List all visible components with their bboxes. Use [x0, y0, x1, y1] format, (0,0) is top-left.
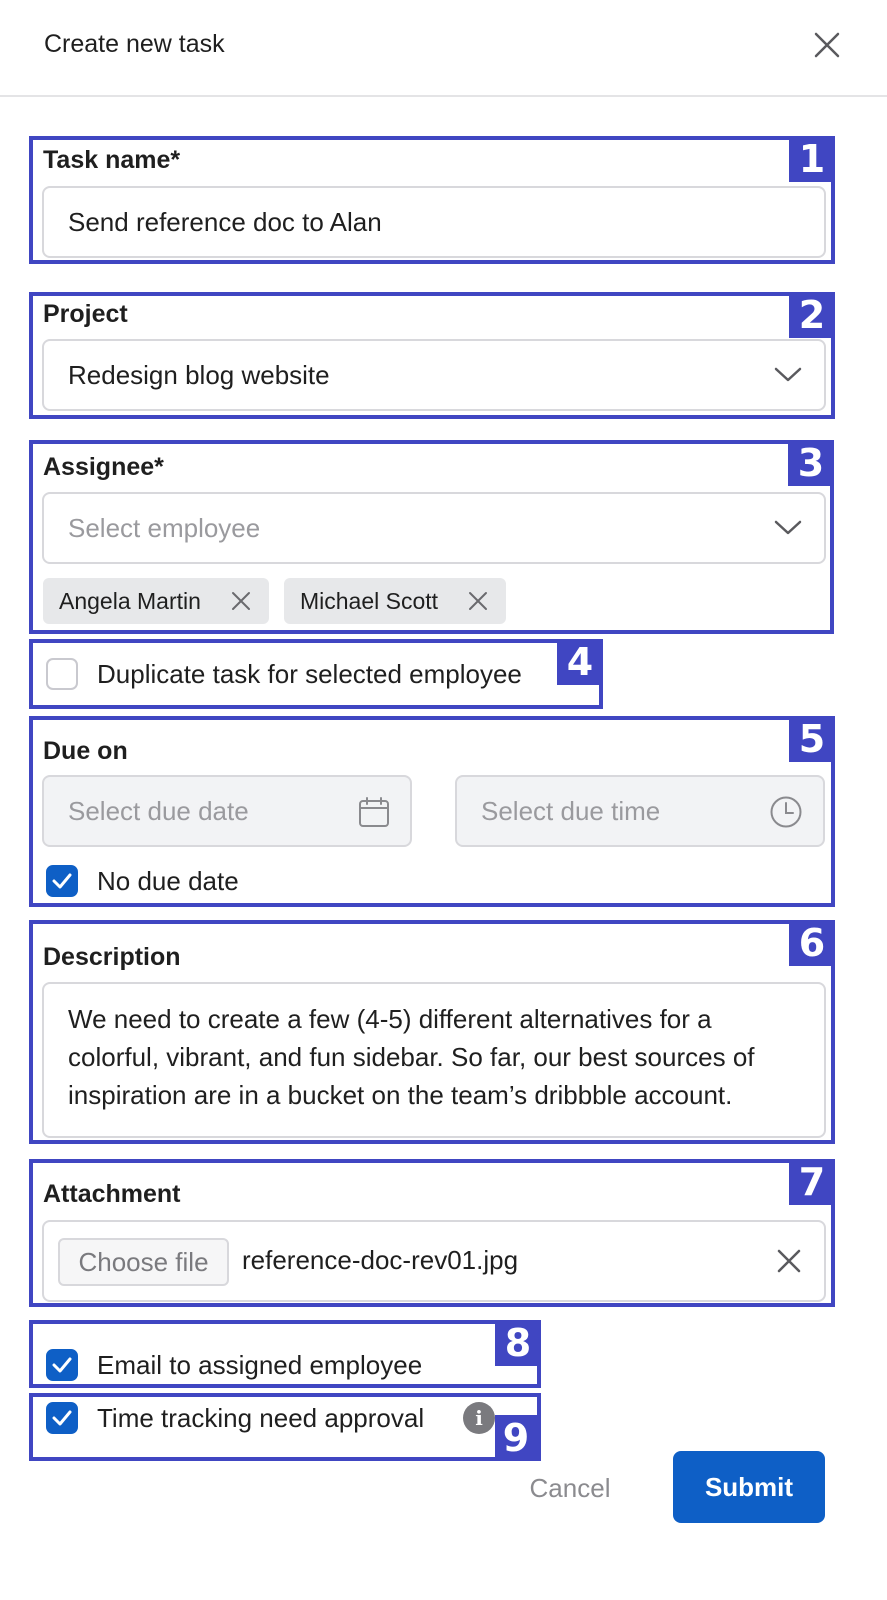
assignee-select[interactable]	[42, 492, 826, 564]
dialog-title: Create new task	[44, 30, 225, 58]
annotation-number-2: 2	[789, 292, 835, 338]
submit-button[interactable]: Submit	[673, 1451, 825, 1523]
task-name-value: Send reference doc to Alan	[68, 206, 382, 237]
remove-icon[interactable]	[231, 591, 251, 611]
attachment-file-name: reference-doc-rev01.jpg	[242, 1245, 519, 1275]
task-name-label: Task name*	[43, 146, 181, 174]
email-label: Email to assigned employee	[97, 1350, 423, 1380]
annotation-number-8: 8	[495, 1320, 541, 1366]
annotation-number-1: 1	[789, 136, 835, 182]
checkmark-icon	[52, 872, 72, 890]
time-tracking-label: Time tracking need approval	[97, 1403, 425, 1433]
due-on-label: Due on	[43, 737, 128, 765]
annotation-number-6: 6	[789, 920, 835, 966]
annotation-number-7: 7	[789, 1159, 835, 1205]
no-due-date-label: No due date	[97, 866, 239, 896]
duplicate-checkbox[interactable]	[46, 658, 78, 690]
attachment-label: Attachment	[43, 1180, 181, 1208]
assignee-chip-label: Michael Scott	[300, 587, 439, 614]
annotation-number-5: 5	[789, 716, 835, 762]
close-icon[interactable]	[812, 30, 842, 60]
description-line: colorful, vibrant, and fun sidebar. So far, our best sources of	[68, 1042, 755, 1072]
assignee-chip	[284, 578, 506, 624]
due-time-placeholder: Select due time	[481, 795, 661, 826]
assignee-placeholder: Select employee	[68, 512, 261, 543]
calendar-icon	[358, 796, 390, 828]
cancel-button[interactable]: Cancel	[529, 1472, 611, 1503]
task-name-input[interactable]	[42, 186, 826, 258]
annotation-number-4: 4	[557, 639, 603, 685]
project-value: Redesign blog website	[68, 359, 330, 390]
chevron-down-icon	[774, 367, 802, 383]
duplicate-label: Duplicate task for selected employee	[97, 659, 522, 689]
project-label: Project	[43, 300, 128, 328]
clear-attachment-icon[interactable]	[776, 1248, 802, 1274]
choose-file-button[interactable]: Choose file	[58, 1238, 229, 1286]
clock-icon	[769, 795, 803, 829]
checkmark-icon	[52, 1356, 72, 1374]
time-tracking-checkbox[interactable]	[46, 1402, 78, 1434]
assignee-chip	[43, 578, 269, 624]
description-textarea[interactable]	[42, 982, 826, 1138]
assignee-label: Assignee*	[43, 453, 164, 481]
no-due-date-checkbox[interactable]	[46, 865, 78, 897]
due-time-input[interactable]	[455, 775, 825, 847]
info-icon[interactable]: i	[463, 1402, 495, 1434]
project-select[interactable]	[42, 339, 826, 411]
description-label: Description	[43, 943, 181, 971]
checkmark-icon	[52, 1409, 72, 1427]
due-date-input[interactable]	[42, 775, 412, 847]
dialog-header	[0, 0, 887, 97]
description-line: inspiration are in a bucket on the team’s dribbble account.	[68, 1080, 733, 1110]
due-date-placeholder: Select due date	[68, 795, 249, 826]
chevron-down-icon	[774, 520, 802, 536]
remove-icon[interactable]	[468, 591, 488, 611]
assignee-chip-label: Angela Martin	[59, 587, 201, 614]
annotation-number-9: 9	[495, 1415, 537, 1461]
email-checkbox[interactable]	[46, 1349, 78, 1381]
description-line: We need to create a few (4-5) different alternatives for a	[68, 1004, 712, 1034]
annotation-number-3: 3	[788, 440, 834, 486]
